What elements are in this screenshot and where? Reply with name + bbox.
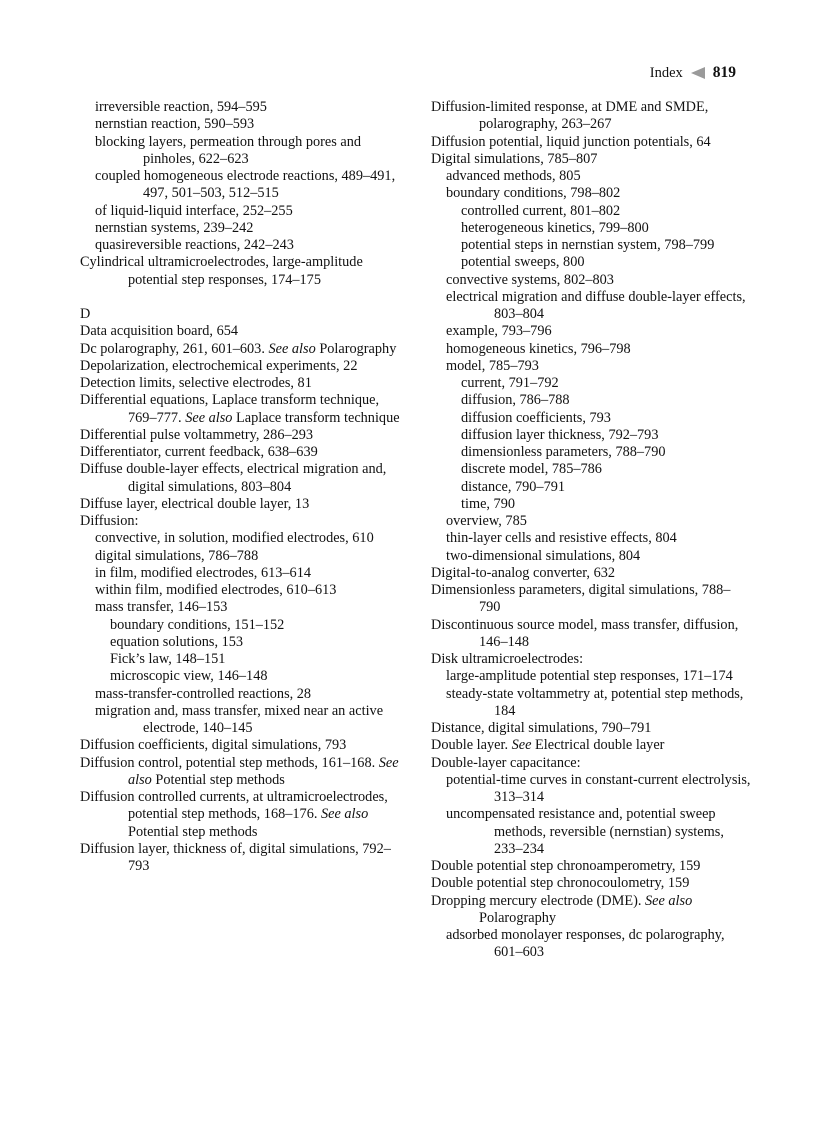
index-entry [80,323,400,340]
entry-text: Detection limits, selective electrodes, 81 [80,375,312,391]
index-subentry [431,513,751,530]
index-entry [431,565,751,582]
entry-text: microscopic view, 146–148 [110,668,268,685]
index-subentry [431,496,751,513]
index-subentry [80,599,400,616]
entry-text: time, 790 [461,495,516,512]
index-entry [431,737,751,754]
entry-text: electrical migration and diffuse double-layer effects, 803–804 [446,288,746,322]
see-also-reference: See also [268,340,316,357]
index-subentry [431,444,751,461]
running-header [650,64,736,82]
entry-text: Digital-to-analog converter, 632 [431,564,616,581]
entry-text: Diffusion coefficients, digital simulations, 793 [80,737,347,754]
index-entry [80,789,400,841]
entry-text: model, 785–793 [446,357,539,374]
entry-text: boundary conditions, 151–152 [110,616,285,633]
index-subentry [80,634,400,651]
entry-text: in film, modified electrodes, 613–614 [95,564,311,581]
index-entry [431,151,751,168]
index-subentry [80,617,400,634]
entry-text: overview, 785 [446,513,527,529]
entry-text: Depolarization, electrochemical experiments, 22 [80,357,358,374]
entry-text: Diffusion controlled currents, at ultramicroelectrodes, potential step methods, 168–176. [80,789,388,823]
index-subentry [431,168,751,185]
entry-text: blocking layers, permeation through pores and pinholes, 622–623 [95,133,362,167]
entry-text: Double layer. [431,737,509,754]
entry-text: Differential equations, Laplace transform technique, 769–777. [80,392,380,426]
entry-text: potential steps in nernstian system, 798–799 [461,237,715,253]
index-subentry [431,220,751,237]
cross-reference-target: Potential step methods [128,823,258,840]
index-subentry [431,461,751,478]
index-entry [80,427,400,444]
index-subentry [431,479,751,496]
index-subentry [80,565,400,582]
index-subentry [80,237,400,254]
index-entry [80,496,400,513]
index-entry [80,755,400,790]
section-letter [80,306,400,323]
entry-text: diffusion layer thickness, 792–793 [461,426,659,443]
index-entry [80,841,400,876]
index-subentry [431,185,751,202]
entry-text: Diffuse double-layer effects, electrical migration and, digital simulations, 803–804 [80,461,387,495]
entry-text: diffusion coefficients, 793 [461,409,611,426]
index-entry [431,651,751,668]
index-entry [80,461,400,496]
index-entry [80,392,400,427]
index-subentry [431,237,751,254]
index-subentry [80,203,400,220]
entry-text: mass transfer, 146–153 [95,599,228,616]
entry-text: potential-time curves in constant-current electrolysis, 313–314 [446,771,751,805]
index-column-right [431,99,751,962]
entry-text: migration and, mass transfer, mixed near an active electrode, 140–145 [95,702,384,736]
entry-text: Diffusion potential, liquid junction potentials, 64 [431,133,711,150]
index-subentry [431,668,751,685]
entry-text: Dimensionless parameters, digital simulations, 788–790 [431,582,731,616]
cross-reference-target: Potential step methods [155,771,285,788]
cross-reference-target: Polarography [479,909,557,926]
index-subentry [431,323,751,340]
index-subentry [80,134,400,169]
index-subentry [431,289,751,324]
entry-text: Diffusion layer, thickness of, digital simulations, 792–793 [80,840,391,874]
entry-text: equation solutions, 153 [110,633,244,650]
index-subentry [80,582,400,599]
entry-text: Fick’s law, 148–151 [110,651,226,667]
entry-text: of liquid-liquid interface, 252–255 [95,202,293,219]
entry-text: Diffusion control, potential step methods, 161–168. [80,754,376,771]
header-label: Index [649,64,683,81]
entry-text: example, 793–796 [446,323,552,340]
index-subentry [431,254,751,271]
entry-text: boundary conditions, 798–802 [446,185,621,202]
entry-text: dimensionless parameters, 788–790 [461,444,666,460]
entry-text: Data acquisition board, 654 [80,323,239,340]
index-subentry [431,358,751,375]
index-entry [431,893,751,928]
entry-text: Digital simulations, 785–807 [431,150,598,167]
index-entry [80,341,400,358]
entry-text: advanced methods, 805 [446,168,581,184]
index-entry [431,134,751,151]
index-subentry [431,427,751,444]
index-entry [431,582,751,617]
index-entry [431,755,751,772]
index-subentry [80,668,400,685]
entry-text: Cylindrical ultramicroelectrodes, large-amplitude potential step responses, 174–175 [80,254,363,288]
index-subentry [431,530,751,547]
entry-text: irreversible reaction, 594–595 [95,99,267,115]
entry-text: Double potential step chronocoulometry, 159 [431,875,690,892]
index-entry [80,375,400,392]
entry-text: quasireversible reactions, 242–243 [95,237,294,253]
entry-text: Dropping mercury electrode (DME). [431,892,642,909]
see-also-reference: See also [128,754,399,788]
entry-text: steady-state voltammetry at, potential step methods, 184 [446,685,744,719]
entry-text: Differential pulse voltammetry, 286–293 [80,426,314,443]
entry-text: mass-transfer-controlled reactions, 28 [95,685,312,702]
index-entry [431,858,751,875]
entry-text: distance, 790–791 [461,478,566,495]
index-entry [80,737,400,754]
section-letter-text: D [80,306,91,322]
index-subentry [80,530,400,547]
entry-text: diffusion, 786–788 [461,392,570,409]
index-entry [431,720,751,737]
entry-text: uncompensated resistance and, potential sweep methods, reversible (nernstian) systems, 233–234 [446,806,724,857]
see-also-reference: See also [321,806,369,823]
entry-text: convective systems, 802–803 [446,271,614,288]
index-subentry [431,410,751,427]
index-subentry [80,99,400,116]
index-subentry [431,341,751,358]
entry-text: Disk ultramicroelectrodes: [431,651,584,667]
index-column-left [80,99,400,875]
index-subentry [431,772,751,807]
cross-reference-target: Electrical double layer [535,737,665,754]
index-entry [80,513,400,530]
entry-text: current, 791–792 [461,375,559,391]
index-subentry [431,272,751,289]
index-entry [80,358,400,375]
see-also-reference: See [511,737,532,754]
entry-text: potential sweeps, 800 [461,254,585,271]
entry-text: controlled current, 801–802 [461,202,621,219]
index-subentry [80,686,400,703]
index-subentry [431,927,751,962]
index-subentry [80,651,400,668]
entry-text: Discontinuous source model, mass transfer, diffusion, 146–148 [431,616,739,650]
index-subentry [80,220,400,237]
index-subentry [80,116,400,133]
entry-text: nernstian reaction, 590–593 [95,116,255,133]
entry-text: Double-layer capacitance: [431,754,581,771]
entry-text: heterogeneous kinetics, 799–800 [461,219,649,236]
entry-text: two-dimensional simulations, 804 [446,547,641,564]
index-subentry [431,392,751,409]
triangle-marker-icon [691,67,705,79]
entry-text: Double potential step chronoamperometry, 159 [431,858,701,874]
entry-text: Differentiator, current feedback, 638–639 [80,444,318,460]
entry-text: adsorbed monolayer responses, dc polarography, 601–603 [446,927,725,961]
index-subentry [80,168,400,203]
index-subentry [431,686,751,721]
see-also-reference: See also [185,409,233,426]
see-also-reference: See also [644,892,693,909]
index-entry [431,99,751,134]
entry-text: nernstian systems, 239–242 [95,219,254,236]
entry-text: coupled homogeneous electrode reactions, 489–491, 497, 501–503, 512–515 [95,168,396,202]
entry-text: Distance, digital simulations, 790–791 [431,720,652,736]
index-entry [80,444,400,461]
entry-text: digital simulations, 786–788 [95,547,259,564]
index-entry [431,617,751,652]
index-subentry [431,548,751,565]
entry-text: discrete model, 785–786 [461,461,602,478]
index-subentry [431,806,751,858]
index-subentry [431,203,751,220]
entry-text: Diffusion-limited response, at DME and SMDE, polarography, 263–267 [431,99,709,133]
entry-text: thin-layer cells and resistive effects, 804 [446,530,677,547]
entry-text: Diffusion: [80,513,139,529]
index-subentry [431,375,751,392]
entry-text: homogeneous kinetics, 796–798 [446,340,631,357]
cross-reference-target: Laplace transform technique [236,409,400,426]
entry-text: convective, in solution, modified electrodes, 610 [95,530,374,547]
cross-reference-target: Polarography [319,340,397,357]
index-subentry [80,703,400,738]
entry-text: Diffuse layer, electrical double layer, 13 [80,495,310,512]
entry-text: large-amplitude potential step responses, 171–174 [446,668,733,685]
index-subentry [80,548,400,565]
index-entry [431,875,751,892]
entry-text: Dc polarography, 261, 601–603. [80,340,265,357]
page-number: 819 [712,64,736,81]
entry-text: within film, modified electrodes, 610–613 [95,582,337,598]
index-entry [80,254,400,289]
